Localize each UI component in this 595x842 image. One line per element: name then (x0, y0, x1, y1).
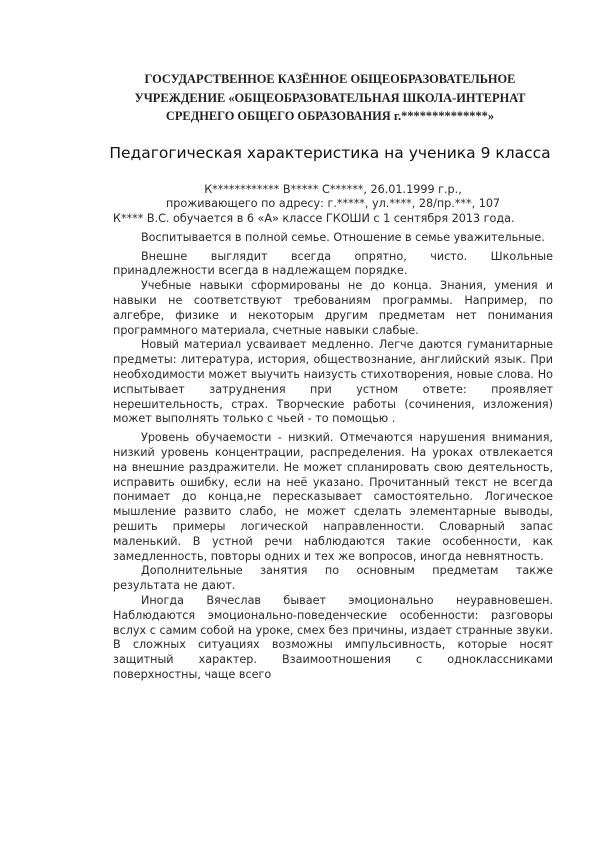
paragraph-extra-classes: Дополнительные занятия по основным предметам также результата не дают. (113, 564, 553, 593)
paragraph-learning-level: Уровень обучаемости - низкий. Отмечаются нарушения внимания, низкий уровень концентрации, распределения. На уроках отвлекается на внешние раздражители. Не может спланировать свою деятельность, исправить ошибку, если на неё указано. Прочитанный текст не всегда понимает до конца,не пересказывает самостоятельно. Логическое мышление развито слабо, не может сделать элементарные выводы, решить примеры логической направленности. Словарный запас маленький. В устной речи наблюдаются такие особенности, как замедленность, повторы одних и тех же вопросов, иногда невнятность. (113, 431, 553, 563)
organization-header (105, 70, 555, 126)
student-name-line: К************ В***** С******, 26.01.1999 г.р., (204, 182, 462, 196)
paragraph-new-material: Новый материал усваивает медленно. Легче даются гуманитарные предметы: литература, история, обществознание, английский язык. При необходимости может выучить наизусть стихотворения, новые слова. Но испытывает затруднения при устном ответе: проявляет нерешительность, страх. Творческие работы (сочинения, изложения) может выполнять только с чьей - то помощью . (113, 338, 553, 426)
paragraph-emotional: Иногда Вячеслав бывает эмоционально неуравновешен. Наблюдаются эмоционально-поведенческие особенности: разговоры вслух с самим собой на уроке, смех без причины, издает странные звуки. В сложных ситуациях возможны импульсивность, которые носят защитный характер. Взаимоотношения с одноклассниками поверхностны, чаще всего (113, 594, 553, 681)
paragraph-family: Воспитывается в полной семье. Отношение в семье уважительные. (141, 230, 545, 244)
paragraph-appearance: Внешне выглядит всегда опрятно, чисто. Школьные принадлежности всегда в надлежащем порядке. (113, 249, 553, 278)
document-title: Педагогическая характеристика на ученика 9 класса (109, 143, 551, 162)
paragraph-enrollment: К**** В.С. обучается в 6 «А» классе ГКОШИ с 1 сентября 2013 года. (113, 212, 515, 226)
paragraph-study-skills: Учебные навыки сформированы не до конца. Знания, умения и навыки не соответствуют требованиям программы. Например, по алгебре, физике и некоторым другим предметам нет понимания программного материала, счетные навыки слабые. (113, 279, 553, 337)
organization-line-3: СРЕДНЕГО ОБЩЕГО ОБРАЗОВАНИЯ г.**************» (165, 109, 495, 123)
document-body (113, 183, 553, 683)
student-info (113, 183, 553, 213)
organization-line-1: ГОСУДАРСТВЕННОЕ КАЗЁННОЕ ОБЩЕОБРАЗОВАТЕЛЬНОЕ (144, 72, 516, 86)
student-address-line: проживающего по адресу: г.*****, ул.****, 28/пр.***, 107 (165, 197, 501, 211)
organization-line-2: УЧРЕЖДЕНИЕ «ОБЩЕОБРАЗОВАТЕЛЬНАЯ ШКОЛА-ИНТЕРНАТ (134, 90, 526, 105)
